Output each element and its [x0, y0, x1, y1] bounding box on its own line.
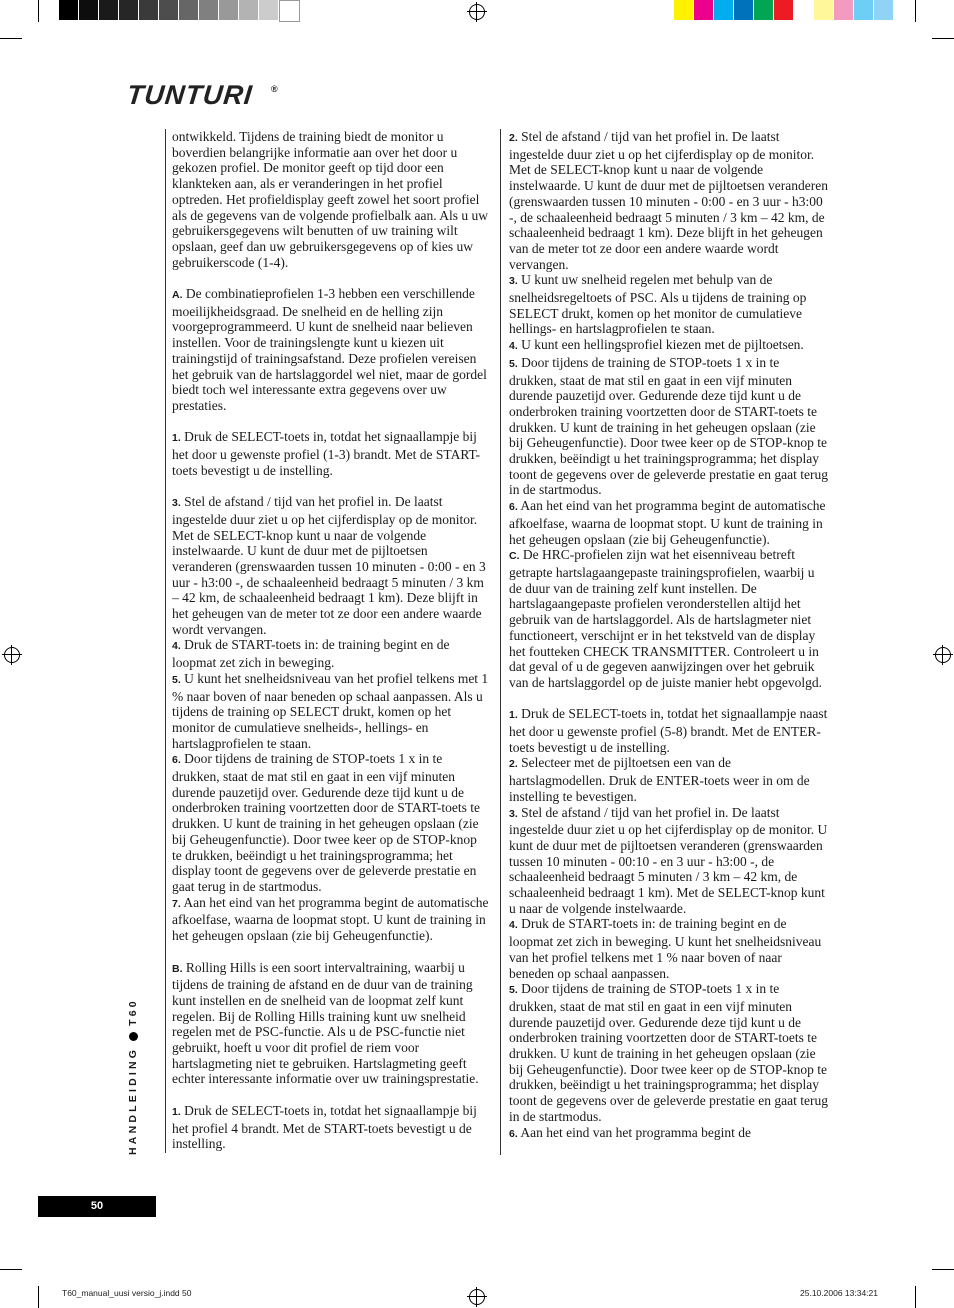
paragraph	[172, 1103, 490, 1152]
bullet-dot	[129, 1032, 138, 1041]
paragraph-text: Rolling Hills is een soort intervaltraining, waarbij u tijdens de training de afstand en de duur van de training kunt instellen en de snelheid van de loopmat zelf kunt regelen. Bij de Rolling Hills training kunt uw snelheid regelen met de PSC-functie. Als u de PSC-functie niet gebruikt, hoeft u voor dit profiel de riem voor hartslagmeting niet te gebruiken. Hartslagmeting geeft echter interessante informatie over uw trainingsprestatie.	[172, 959, 479, 1087]
registration-mark-right	[935, 647, 951, 663]
left-column-rule	[165, 129, 166, 1153]
paragraph-text: Druk de START-toets in: de training begint en de loopmat zet zich in beweging.	[172, 637, 450, 671]
paragraph-number: 3.	[172, 497, 181, 510]
paragraph-number: C.	[509, 550, 520, 563]
paragraph-text: Aan het eind van het programma begint de automatische afkoelfase, waarna de loopmat stopt. U kunt de training in het geheugen opslaan (zie bij Geheugenfunctie).	[172, 894, 489, 944]
paragraph	[172, 895, 490, 944]
paragraph	[509, 981, 829, 1124]
paragraph	[509, 805, 829, 917]
registration-mark-bottom	[469, 1289, 485, 1305]
paragraph-number: 1.	[509, 709, 518, 722]
paragraph-number: 6.	[509, 1127, 518, 1140]
paragraph-text: Stel de afstand / tijd van het profiel in. De laatst ingestelde duur ziet u op het cijferdisplay op de monitor. Met de SELECT-knop kunt u naar de volgende instelwaarde. U kunt de duur met de pijltoetsen veranderen (grenswaarden tussen 10 minuten - 0:00 - en 3 uur - h3:00 -, de schaaleenheid bedraagt 5 minuten / 3 km – 42 km, de schaaleenheid bedraagt 1 km). Deze blijft in het geheugen van de meter tot ze door een andere waarde wordt vervangen.	[172, 494, 486, 637]
paragraph-number: 5.	[509, 357, 518, 370]
tunturi-logo: TUNTURI	[125, 80, 255, 110]
color-swatch	[854, 0, 873, 20]
registration-mark-top	[469, 4, 485, 20]
grey-swatch	[139, 0, 158, 20]
paragraph-text: U kunt het snelheidsniveau van het profiel telkens met 1 % naar boven of naar beneden op schaal aanpassen. Als u tijdens de training op SELECT drukt, komen op het monitor de cumulatieve snelheids-, hellings- en hartslagprofielen te staan.	[172, 670, 489, 751]
paragraph-number: 4.	[509, 919, 518, 932]
paragraph	[509, 706, 829, 755]
paragraph-number: 4.	[509, 340, 518, 353]
paragraph	[172, 960, 490, 1088]
paragraph	[172, 494, 490, 637]
paragraph-text: Druk de SELECT-toets in, totdat het signaallampje naast het door u gewenste profiel (5-8) brandt. Met de ENTER-toets bevestigt u de instelling.	[509, 706, 828, 755]
slug-timestamp: 25.10.2006 13:34:21	[800, 1288, 878, 1298]
paragraph-text: Stel de afstand / tijd van het profiel in. De laatst ingestelde duur ziet u op het cijferdisplay op de monitor. U kunt de duur met de pijltoetsen veranderen (grenswaarden tussen 10 minuten - 00:10 - en 3 uur - h3:00 -, de schaaleenheid bedraagt 5 minuten / 3 km – 42 km, de schaaleenheid bedraagt 1 km). Met de SELECT-knop kunt u naar de volgende instelwaarde.	[509, 804, 828, 916]
paragraph-number: 1.	[172, 432, 181, 445]
right-text-column	[509, 129, 829, 1142]
grey-swatch	[119, 0, 138, 20]
paragraph-text: De combinatieprofielen 1-3 hebben een verschillende moeilijkheidsgraad. De snelheid en de helling zijn voorgeprogrammeerd. U kunt de snelheid naar believen instellen. Voor de trainingslengte kunt u kiezen uit trainingstijd of trainingsafstand. Deze profielen vereisen het gebruik van de hartslaggordel wel niet, maar de gordel biedt toch wel interessante extra gegevens over uw prestaties.	[172, 286, 487, 413]
grey-swatch	[159, 0, 178, 20]
paragraph-text: Door tijdens de training de STOP-toets 1 x in te drukken, staat de mat stil en gaat in een vijf minuten durende pauzetijd over. Gedurende deze tijd kunt u de onderbroken training voortzetten door de START-toets te drukken. U kunt de training in het geheugen opslaan (zie bij Geheugenfunctie). Door twee keer op de STOP-knop te drukken, beëindigt u het trainingsprogramma; het display toont de gegevens over de geleverde prestatie en gaat terug in de startmodus.	[172, 751, 481, 894]
paragraph	[509, 547, 829, 690]
paragraph	[509, 129, 829, 272]
sidebar-label-manual: HANDLEIDING	[127, 1046, 139, 1155]
paragraph-text: ontwikkeld. Tijdens de training biedt de monitor u boverdien belangrijke informatie aan over het door u gekozen profiel. De monitor geeft op tijd door een klankteken aan, als er veranderingen in het profiel optreden. Het profieldisplay geeft zowel het soort profiel als de gegevens van de volgende profielbalk aan. Als u uw gebruikersgegevens wilt benutten of uw training wilt opslaan, geef dan uw gebruikersgegevens op of kies uw gebruikerscode (1-4).	[172, 129, 489, 270]
paragraph-text: Aan het eind van het programma begint de	[520, 1124, 751, 1140]
paragraph-number: 2.	[509, 758, 518, 771]
grey-swatch	[219, 0, 238, 20]
grey-swatch	[239, 0, 258, 20]
paragraph	[509, 337, 829, 355]
paragraph	[509, 498, 829, 547]
color-swatch	[874, 0, 893, 20]
right-column-rule	[500, 129, 501, 1155]
paragraph-text: U kunt een hellingsprofiel kiezen met de pijltoetsen.	[521, 337, 804, 353]
color-swatch	[834, 0, 853, 20]
paragraph-text: Aan het eind van het programma begint de automatische afkoelfase, waarna de loopmat stopt. U kunt de training in het geheugen opslaan (zie bij Geheugenfunctie).	[509, 498, 826, 547]
paragraph-text: Door tijdens de training de STOP-toets 1 x in te drukken, staat de mat stil en gaat in een vijf minuten durende pauzetijd over. Gedurende deze tijd kunt u de onderbroken training voortzetten door de START-toets te drukken. U kunt de training in het geheugen opslaan (zie bij Geheugenfunctie). Door twee keer op de STOP-knop te drukken, beëindigt u het trainingsprogramma; het display toont de gegevens over de geleverde prestatie en gaat terug in de startmodus.	[509, 354, 828, 498]
sidebar-label	[127, 998, 139, 1155]
paragraph-text: Druk de START-toets in: de training begint en de loopmat zet zich in beweging. U kunt het snelheidsniveau van het profiel telkens met 1 % naar boven of naar beneden op schaal aanpassen.	[509, 916, 822, 981]
paragraph	[509, 272, 829, 337]
registered-mark: ®	[271, 84, 278, 94]
paragraph-number: 5.	[172, 673, 181, 686]
paragraph-text: De HRC-profielen zijn wat het eisenniveau betreft getrapte hartslagaangepaste trainingsprofielen, waarbij u de duur van de training zelf kunt instellen. De hartslagaangepaste profielen veronderstellen altijd het gebruik van de hartslaggordel. Als de hartslagmeter niet functioneert, verschijnt er in het tekstveld van de display het foutteken CHECK TRANSMITTER. Controleert u in dat geval of u de gegeven aanwijzingen over het gebruik van de hartslaggordel op de juiste manier hebt opgevolgd.	[509, 547, 823, 690]
color-swatch	[714, 0, 733, 20]
paragraph-number: 5.	[509, 984, 518, 997]
color-swatch	[674, 0, 693, 20]
grey-swatch	[59, 0, 78, 20]
paragraph	[172, 286, 490, 414]
grey-swatch	[99, 0, 118, 20]
paragraph-number: 3.	[509, 275, 518, 288]
color-swatch	[754, 0, 773, 20]
paragraph-text: U kunt uw snelheid regelen met behulp van de snelheidsregeltoets of PSC. Als u tijdens de training op SELECT drukt, komen op het monitor de cumulatieve hellings- en hartslagprofielen te staan.	[509, 272, 807, 337]
paragraph-number: B.	[172, 962, 183, 975]
color-swatch	[734, 0, 753, 20]
grey-swatch	[79, 0, 98, 20]
paragraph	[509, 916, 829, 981]
left-text-column	[172, 129, 490, 1152]
paragraph-number: 3.	[509, 807, 518, 820]
paragraph	[172, 129, 490, 270]
paragraph-number: 7.	[172, 897, 181, 910]
page-number: 50	[38, 1196, 156, 1217]
paragraph	[172, 637, 490, 670]
paragraph	[509, 355, 829, 498]
paragraph-text: Druk de SELECT-toets in, totdat het signaallampje bij het profiel 4 brandt. Met de START-toets bevestigt u de instelling.	[172, 1102, 477, 1152]
grey-swatch	[259, 0, 278, 20]
paragraph-text: Druk de SELECT-toets in, totdat het signaallampje bij het door u gewenste profiel (1-3) brandt. Met de START-toets bevestigt u de instelling.	[172, 429, 481, 478]
paragraph-text: Stel de afstand / tijd van het profiel in. De laatst ingestelde duur ziet u op het cijferdisplay op de monitor. Met de SELECT-knop kunt u naar de volgende instelwaarde. U kunt de duur met de pijltoetsen veranderen (grenswaarden tussen 10 minuten - 0:00 - en 3 uur - h3:00 -, de schaaleenheid bedraagt 5 minuten / 3 km – 42 km, de schaaleenheid bedraagt 1 km). Deze blijft in het geheugen van de meter tot ze door een andere waarde wordt vervangen.	[509, 129, 829, 272]
paragraph-number: 6.	[509, 501, 518, 514]
paragraph-text: Door tijdens de training de STOP-toets 1 x in te drukken, staat de mat stil en gaat in een vijf minuten durende pauzetijd over. Gedurende deze tijd kunt u de onderbroken training voortzetten door de START-toets te drukken. U kunt de training in het geheugen opslaan (zie bij Geheugenfunctie). Door twee keer op de STOP-knop te drukken, beëindigt u het trainingsprogramma; het display toont de gegevens over de geleverde prestatie en gaat terug in de startmodus.	[509, 981, 828, 1124]
paragraph	[172, 671, 490, 752]
sidebar-label-model: T60	[127, 998, 139, 1026]
paragraph	[509, 755, 829, 804]
paragraph-number: A.	[172, 289, 183, 302]
paragraph	[172, 429, 490, 478]
paragraph-number: 2.	[509, 132, 518, 144]
grey-swatch	[199, 0, 218, 20]
color-swatch	[694, 0, 713, 20]
paragraph-number: 4.	[172, 640, 181, 653]
color-swatch	[814, 0, 833, 20]
color-swatch	[774, 0, 793, 20]
color-swatch	[794, 0, 813, 20]
paragraph	[172, 751, 490, 894]
slug-file-name: T60_manual_uusi versio_j.indd 50	[62, 1288, 192, 1298]
registration-mark-left	[4, 647, 20, 663]
paragraph-number: 1.	[172, 1105, 181, 1118]
grey-swatch	[179, 0, 198, 20]
grey-swatch	[279, 0, 300, 22]
paragraph-number: 6.	[172, 754, 181, 767]
paragraph	[509, 1125, 829, 1143]
paragraph-text: Selecteer met de pijltoetsen een van de hartslagmodellen. Druk de ENTER-toets weer in om de instelling te bevestigen.	[509, 755, 810, 804]
